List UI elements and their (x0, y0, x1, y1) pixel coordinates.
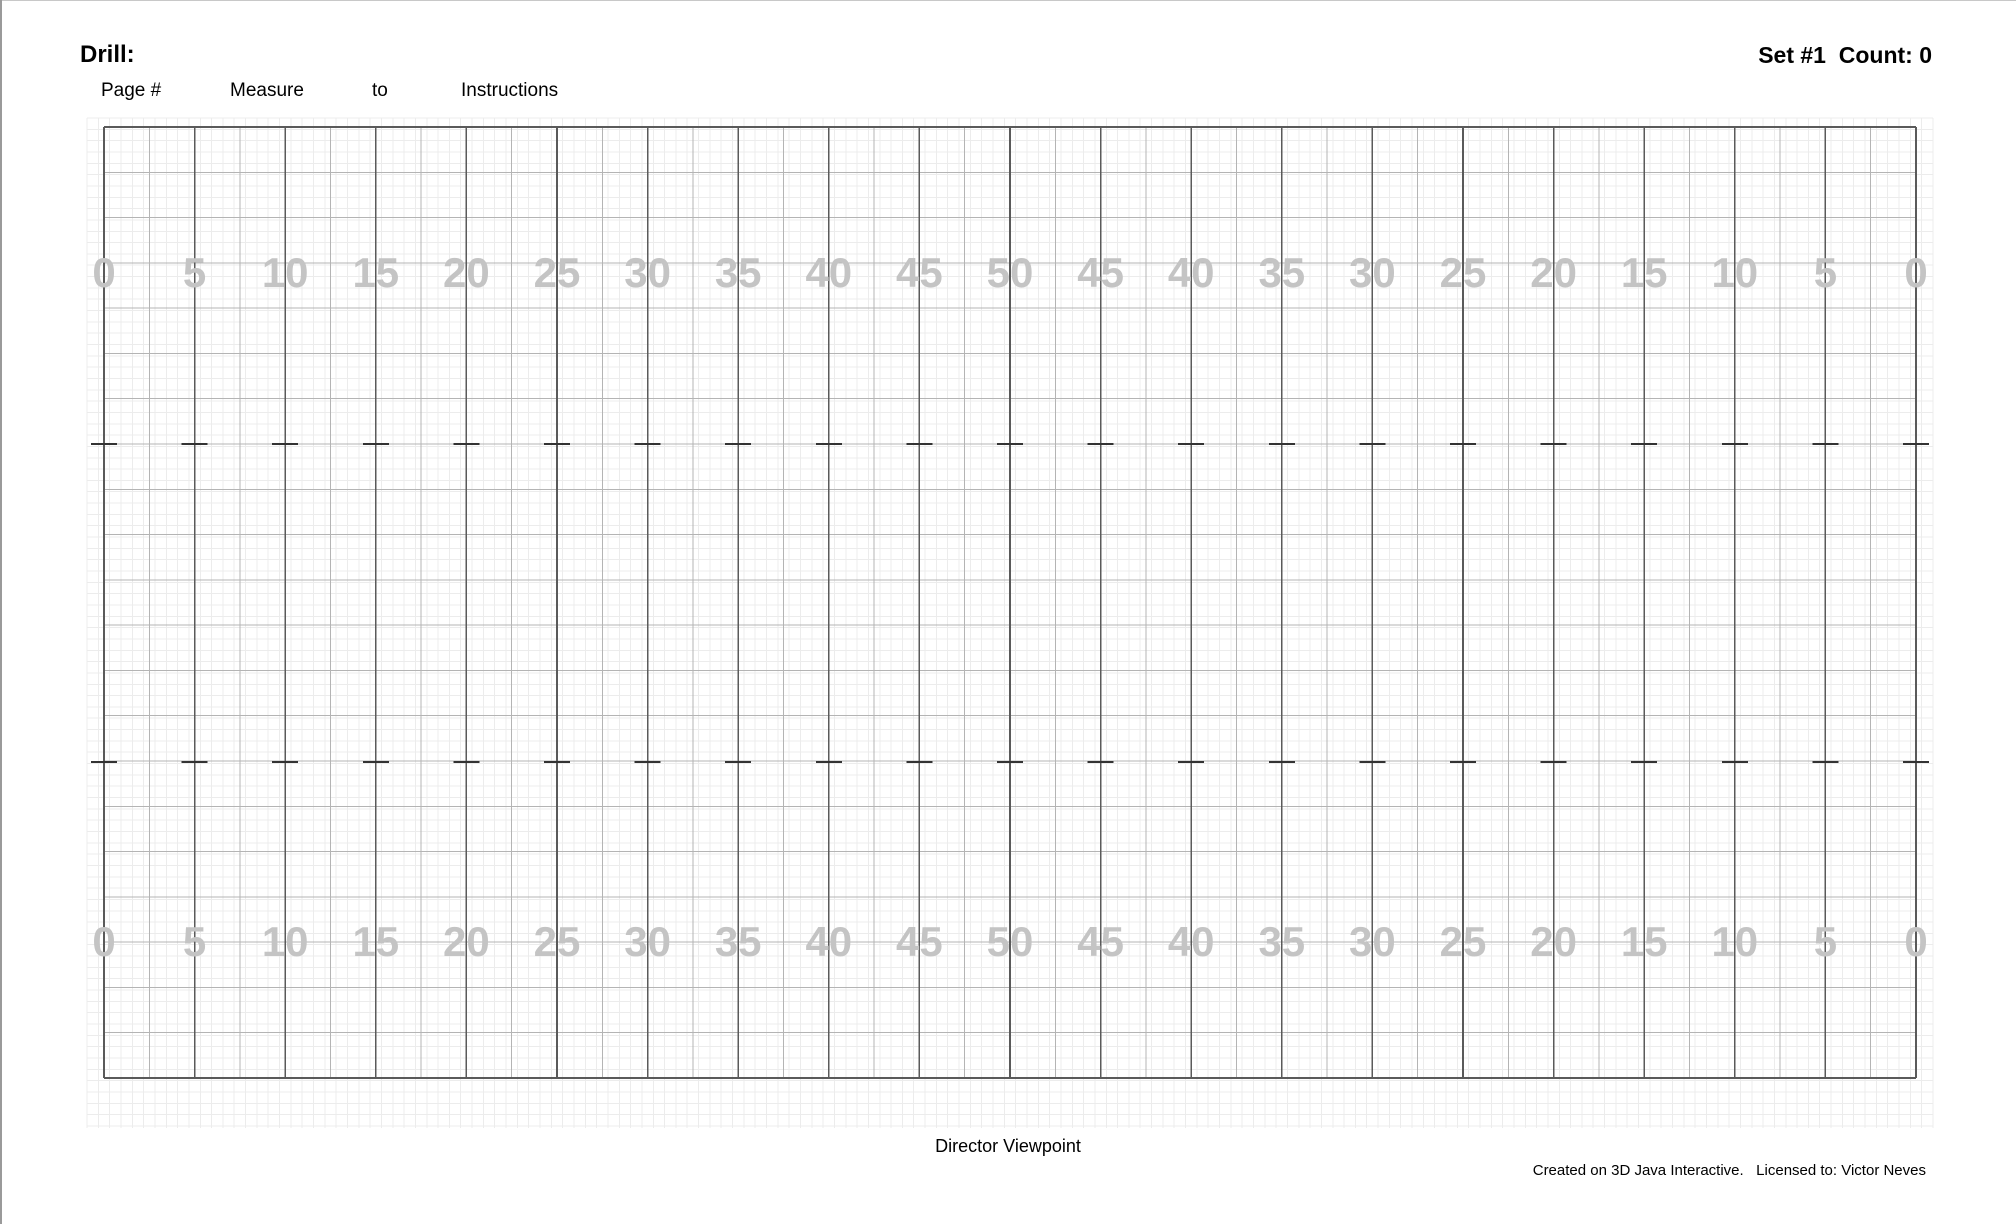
yard-number: 15 (352, 249, 400, 296)
yard-number: 5 (1813, 249, 1838, 296)
measure-label: Measure (230, 80, 304, 101)
yard-numbers-bottom (92, 918, 1927, 965)
yard-number: 20 (1530, 918, 1577, 965)
measure-to-label: to (372, 80, 388, 101)
yard-number: 0 (92, 249, 116, 296)
yard-number: 15 (1620, 249, 1668, 296)
instructions-label: Instructions (461, 80, 559, 101)
yard-number: 30 (1349, 249, 1396, 296)
drill-title: Drill: (80, 41, 135, 68)
yard-number: 20 (1530, 249, 1577, 296)
yard-number: 45 (1077, 918, 1124, 965)
credits-label: Created on 3D Java Interactive. Licensed to: Victor Neves (1532, 1162, 1926, 1179)
yard-numbers-top (92, 249, 1927, 296)
yard-number: 35 (714, 918, 762, 965)
yard-number: 45 (896, 918, 943, 965)
yard-number: 10 (1711, 249, 1759, 296)
yard-number: 45 (896, 249, 943, 296)
yard-number: 25 (1439, 249, 1487, 296)
yard-number: 20 (443, 249, 490, 296)
yard-number: 50 (986, 918, 1034, 965)
yard-number: 15 (352, 918, 400, 965)
yard-number: 40 (805, 918, 853, 965)
page-number-label: Page # (101, 80, 162, 101)
yard-number: 0 (1904, 918, 1928, 965)
yard-number: 35 (714, 249, 762, 296)
yard-number: 5 (1813, 918, 1838, 965)
yard-number: 10 (1711, 918, 1759, 965)
yard-number: 25 (1439, 918, 1487, 965)
yard-number: 30 (624, 918, 671, 965)
yard-number: 20 (443, 918, 490, 965)
yard-number: 25 (533, 918, 581, 965)
yard-number: 10 (261, 249, 309, 296)
yard-number: 0 (1904, 249, 1928, 296)
yard-number: 5 (182, 249, 207, 296)
yard-number: 40 (1167, 249, 1215, 296)
set-count-label: Set #1 Count: 0 (1758, 42, 1932, 68)
yard-number: 5 (182, 918, 207, 965)
yard-number: 35 (1258, 249, 1306, 296)
viewpoint-label: Director Viewpoint (935, 1136, 1081, 1156)
yard-number: 30 (1349, 918, 1396, 965)
yard-number: 40 (1167, 918, 1215, 965)
yard-number: 40 (805, 249, 853, 296)
yard-number: 25 (533, 249, 581, 296)
yard-number: 10 (261, 918, 309, 965)
yard-number: 35 (1258, 918, 1306, 965)
yard-number: 30 (624, 249, 671, 296)
yard-number: 50 (986, 249, 1034, 296)
yard-number: 45 (1077, 249, 1124, 296)
yard-number: 0 (92, 918, 116, 965)
yard-number: 15 (1620, 918, 1668, 965)
